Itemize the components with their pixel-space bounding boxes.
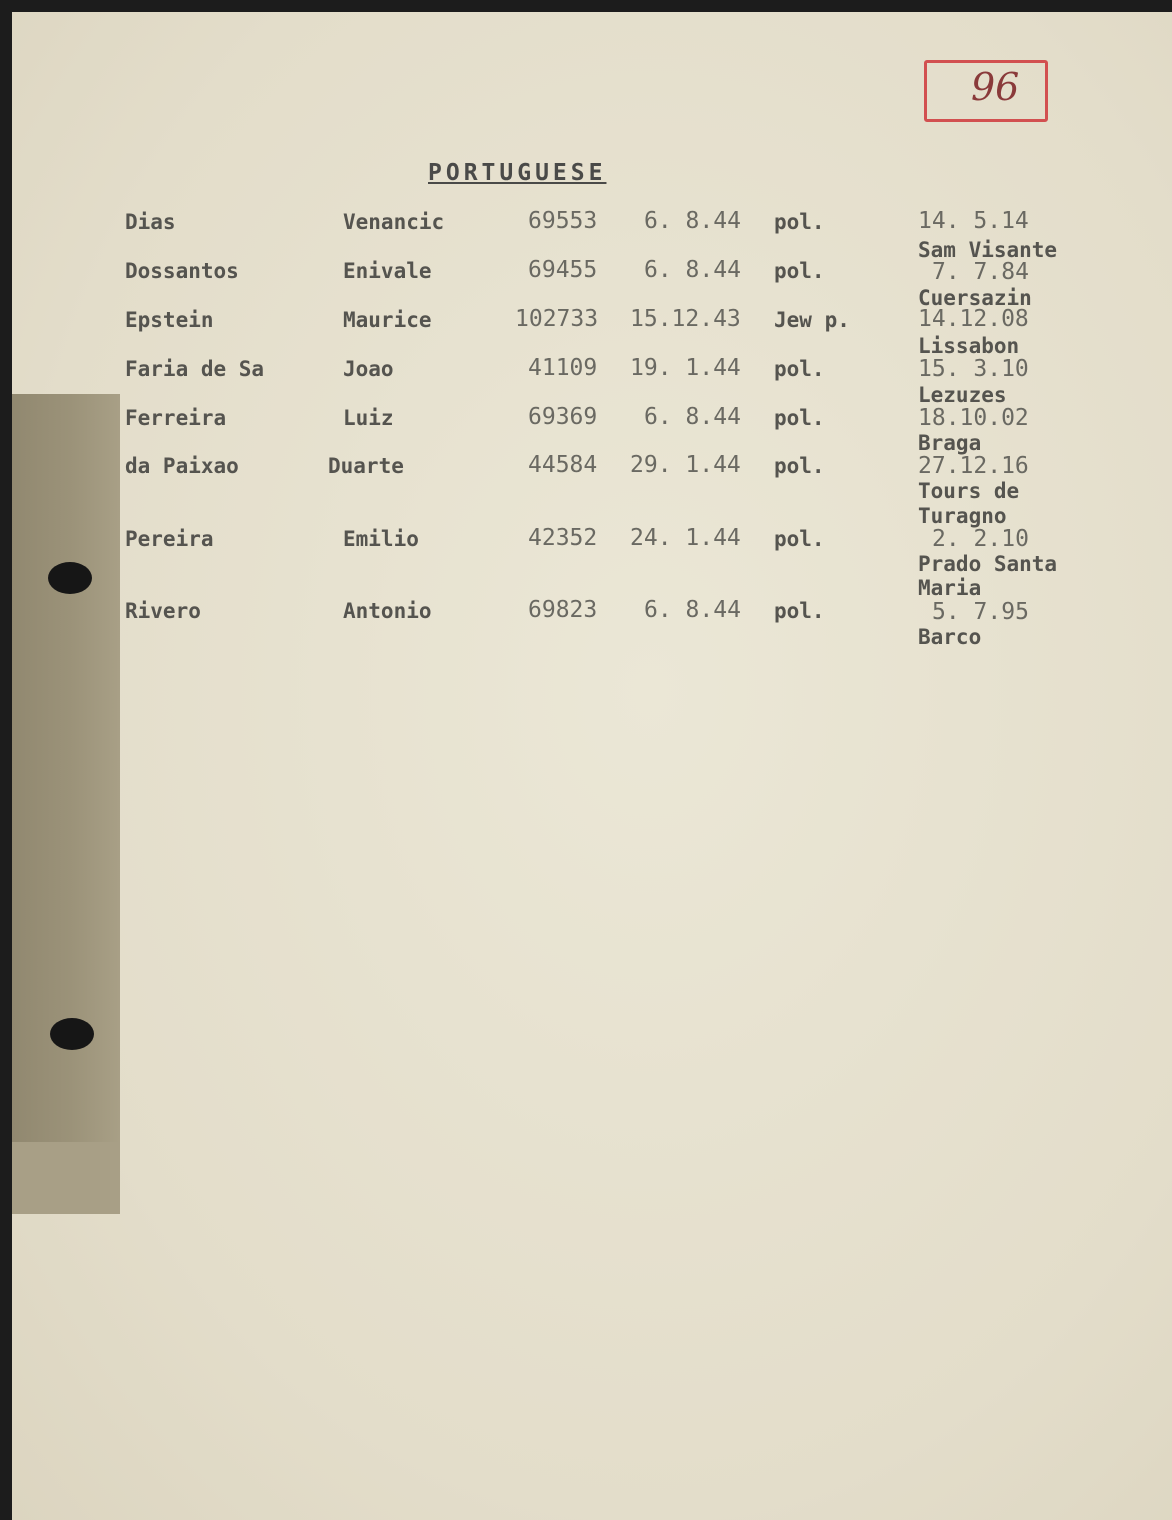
first-name: Enivale — [343, 259, 432, 283]
birth-date: 14. 5.14 — [918, 208, 1029, 234]
prisoner-number: 69369 — [528, 404, 598, 430]
document-page — [12, 12, 1172, 1520]
category: pol. — [774, 259, 825, 283]
prisoner-number: 102733 — [515, 306, 599, 332]
prisoner-number: 44584 — [528, 452, 598, 478]
surname: Dossantos — [125, 259, 239, 283]
first-name: Antonio — [343, 599, 432, 623]
arrival-date: 6. 8.44 — [644, 257, 741, 283]
arrival-date: 24. 1.44 — [630, 525, 741, 551]
birth-place: Prado Santa — [918, 552, 1058, 576]
tape-strip-end — [12, 1142, 120, 1214]
birth-date: 18.10.02 — [918, 405, 1029, 431]
arrival-date: 19. 1.44 — [630, 355, 741, 381]
punch-hole — [48, 562, 92, 594]
category: pol. — [774, 406, 825, 430]
list-heading: PORTUGUESE — [428, 160, 607, 186]
category: pol. — [774, 527, 825, 551]
birth-date: 27.12.16 — [918, 453, 1029, 479]
prisoner-number: 69823 — [528, 597, 598, 623]
birth-date: 15. 3.10 — [918, 356, 1029, 382]
birth-place: Turagno — [918, 504, 1007, 528]
punch-hole — [50, 1018, 94, 1050]
prisoner-number: 69553 — [528, 208, 598, 234]
birth-date: 14.12.08 — [918, 306, 1029, 332]
surname: Faria de Sa — [125, 357, 265, 381]
surname: Dias — [125, 210, 176, 234]
birth-place: Barco — [918, 625, 982, 649]
arrival-date: 6. 8.44 — [644, 208, 741, 234]
birth-date: 7. 7.84 — [932, 259, 1029, 285]
birth-place: Tours de — [918, 479, 1020, 503]
page-number: 96 — [971, 65, 1020, 109]
birth-place: Braga — [918, 431, 982, 455]
prisoner-number: 41109 — [528, 355, 598, 381]
birth-date: 5. 7.95 — [932, 599, 1029, 625]
category: Jew p. — [774, 308, 850, 332]
page-number-stamp — [924, 60, 1048, 122]
birth-place: Lissabon — [918, 334, 1020, 358]
category: pol. — [774, 210, 825, 234]
birth-place: Cuersazin — [918, 286, 1032, 310]
birth-place: Lezuzes — [918, 383, 1007, 407]
first-name: Joao — [343, 357, 394, 381]
first-name: Venancic — [343, 210, 445, 234]
surname: Ferreira — [125, 406, 227, 430]
arrival-date: 29. 1.44 — [630, 452, 741, 478]
surname: Rivero — [125, 599, 201, 623]
birth-place: Maria — [918, 576, 982, 600]
prisoner-number: 42352 — [528, 525, 598, 551]
birth-date: 2. 2.10 — [932, 526, 1029, 552]
first-name: Luiz — [343, 406, 394, 430]
surname: Pereira — [125, 527, 214, 551]
category: pol. — [774, 357, 825, 381]
arrival-date: 6. 8.44 — [644, 597, 741, 623]
arrival-date: 15.12.43 — [630, 306, 741, 332]
prisoner-number: 69455 — [528, 257, 598, 283]
first-name: Duarte — [328, 454, 404, 478]
category: pol. — [774, 454, 825, 478]
first-name: Emilio — [343, 527, 419, 551]
surname: da Paixao — [125, 454, 239, 478]
first-name: Maurice — [343, 308, 432, 332]
birth-place: Sam Visante — [918, 238, 1058, 262]
surname: Epstein — [125, 308, 214, 332]
arrival-date: 6. 8.44 — [644, 404, 741, 430]
category: pol. — [774, 599, 825, 623]
tape-strip — [12, 394, 120, 1214]
